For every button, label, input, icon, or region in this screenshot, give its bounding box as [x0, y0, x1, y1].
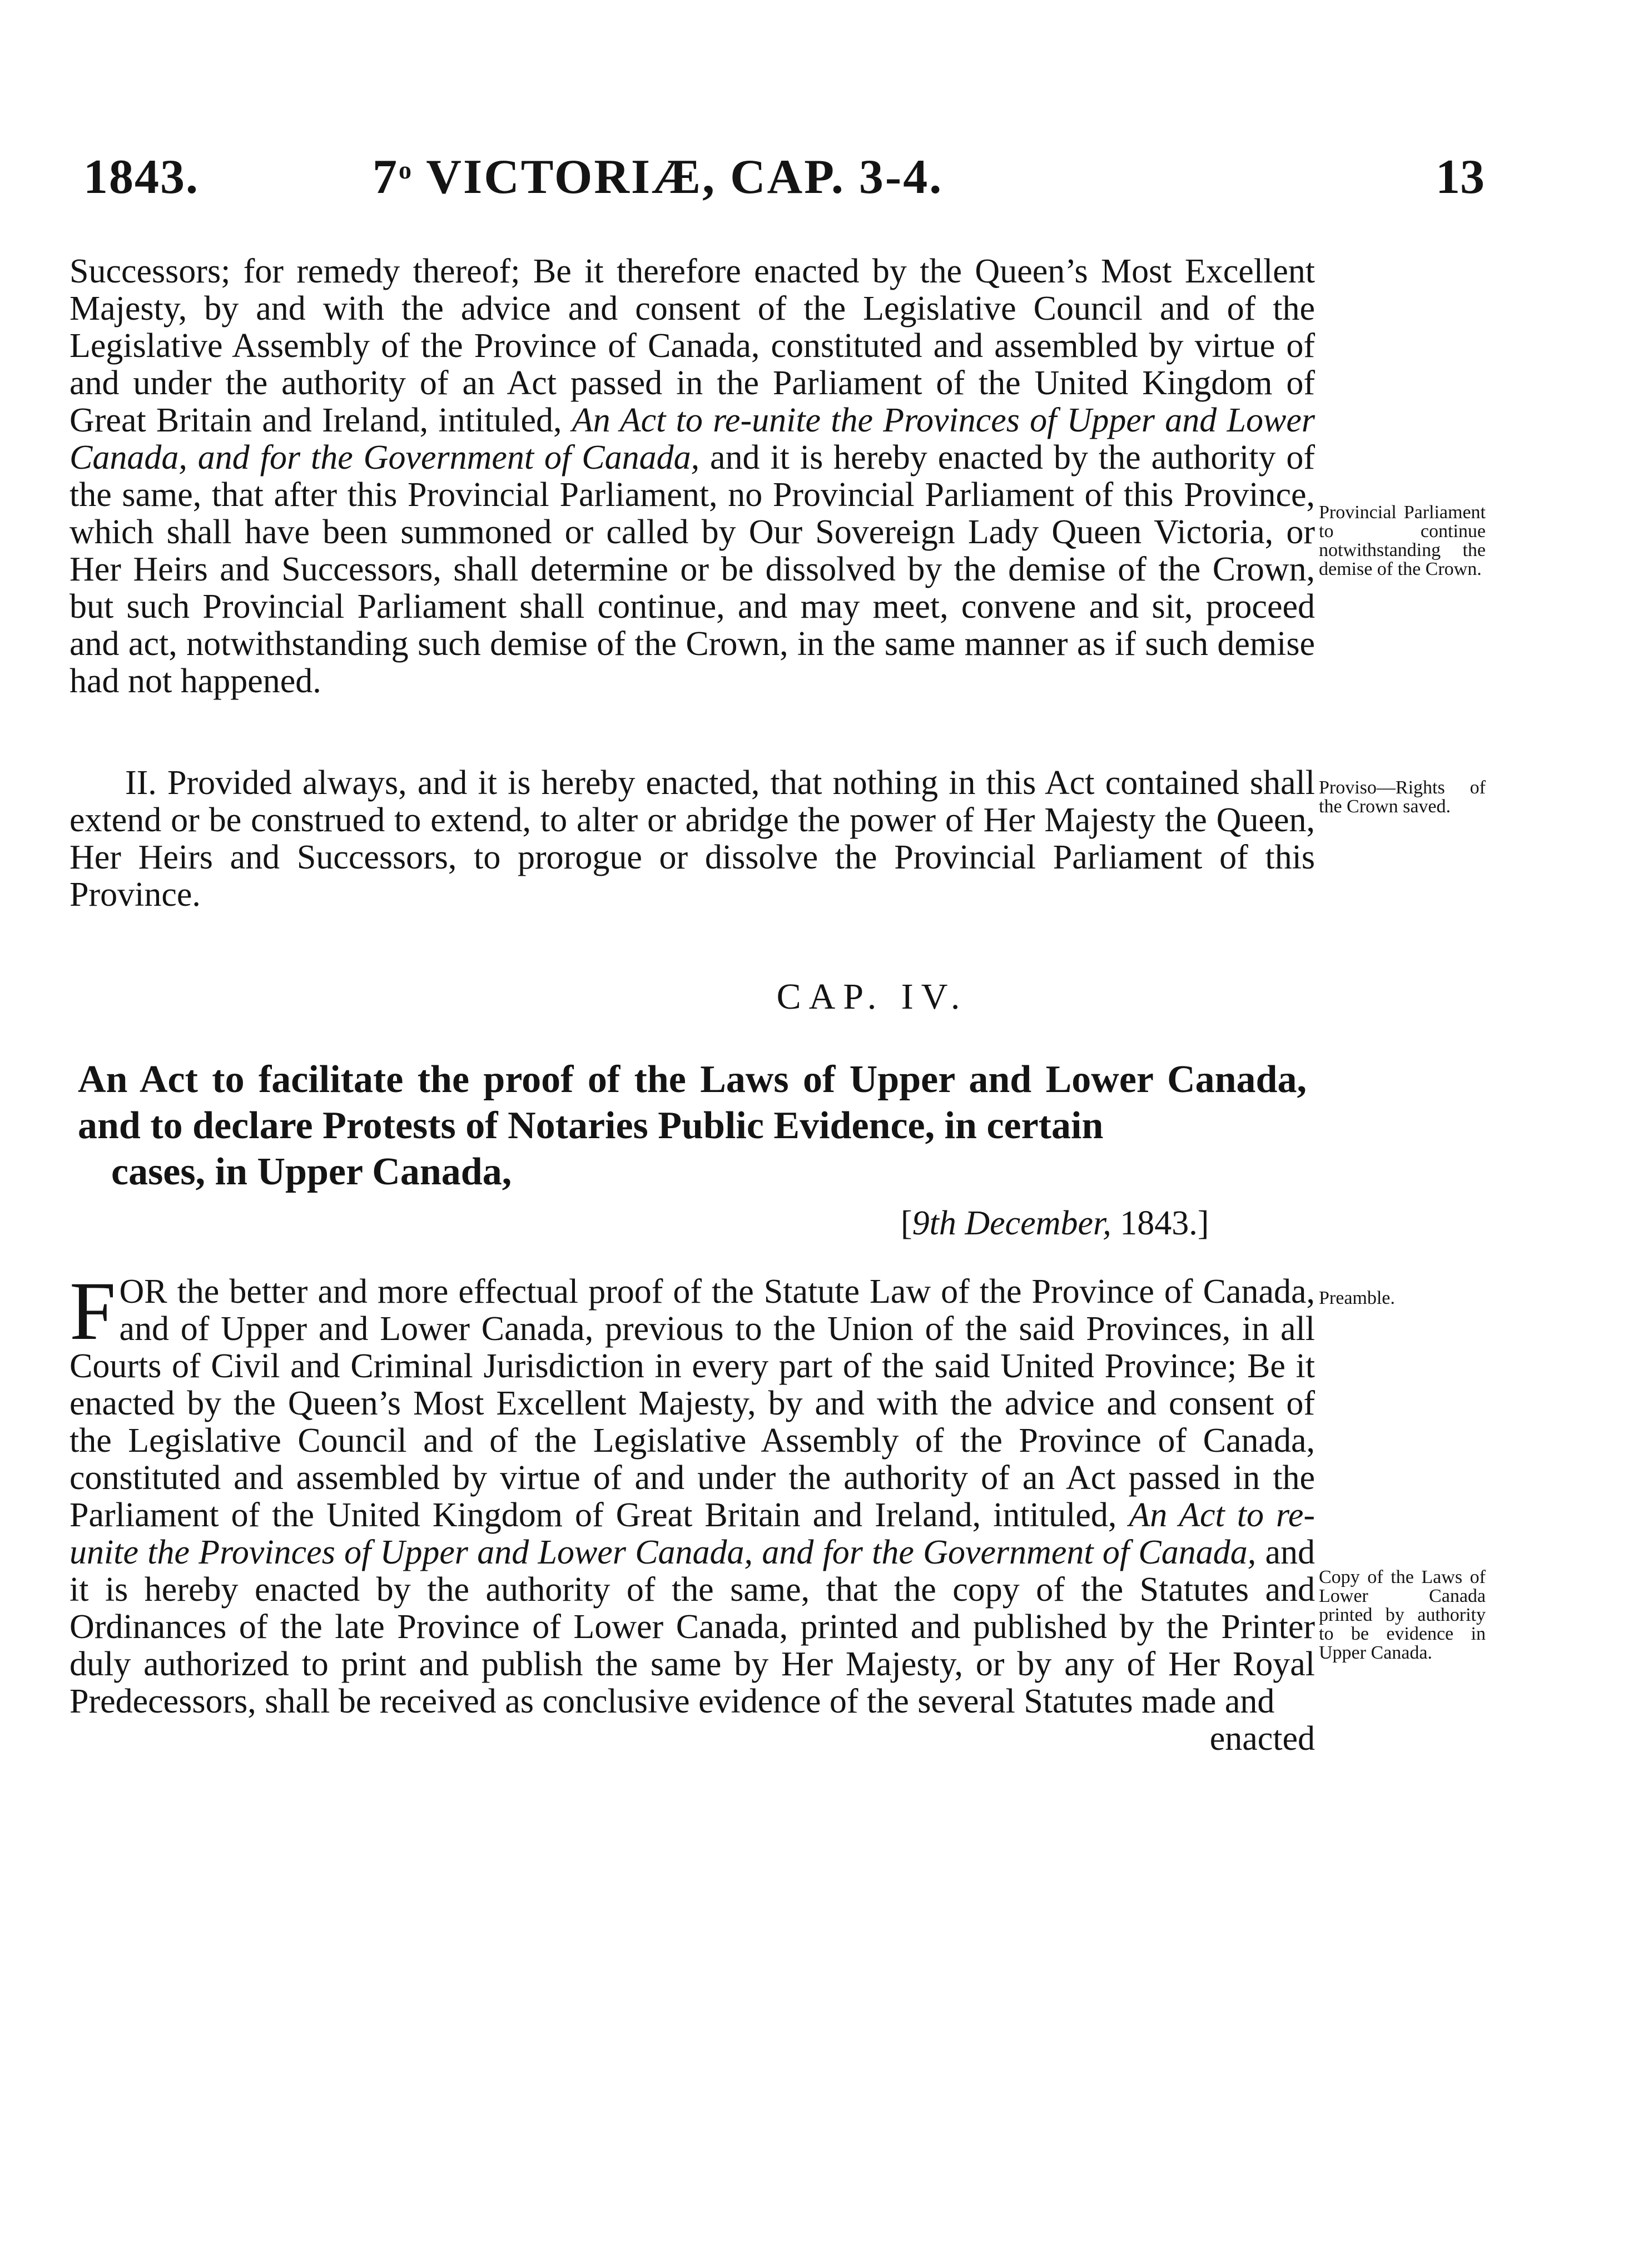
section-two-paragraph: II. Provided always, and it is hereby enacted, that nothing in this Act contained shall extend or be construed to extend, to alter or abridge the power of Her Majesty the Queen, Her Heirs and Successors, to prorogue or dissolve the Provincial Parliament of this Province.	[70, 764, 1315, 914]
margin-note-preamble: Preamble.	[1319, 1288, 1395, 1308]
section-one-act-title: An Act to re-unite the Provinces of Upper and Lower Canada, and for the Government of Canada,	[70, 401, 1315, 477]
section-two	[70, 765, 1315, 914]
section-one	[70, 253, 1315, 700]
preamble-section	[70, 1265, 1315, 1758]
header-regnal-year: 7	[373, 150, 399, 204]
section-one-text-end: and it is hereby enacted by the authority of the same, that after this Provincial Parliament, no Provincial Parliament of this Province, which shall have been summoned or called by Our Sovereign Lady Queen Victoria, or Her Heirs and Successors, shall determine or be dissolved by the demise of the Crown, but such Provincial Parliament shall continue, and may meet, convene and sit, proceed and act, notwithstanding such demise of the Crown, in the same manner as if such demise had not happened.	[70, 439, 1315, 700]
drop-capital: F	[70, 1265, 116, 1357]
page-number: 13	[1436, 150, 1485, 204]
header-chapter-title	[373, 149, 943, 205]
running-header	[83, 149, 1485, 210]
preamble-text-end: and it is hereby enacted by the authority of the same, that the copy of the Statutes and Ordinances of the late Province of Lower Canada, printed and published by the Printer duly authorized to print and publish the same by Her Majesty, or by any of Her Royal Predecessors, shall be received as conclusive evidence of the several Statutes made and	[70, 1533, 1315, 1720]
preamble-act-title: An Act to re-unite the Provinces of Upper and Lower Canada, and for the Government of Canada,	[70, 1496, 1315, 1571]
preamble-paragraph	[70, 1265, 1315, 1720]
margin-note-proviso: Proviso—Rights of the Crown saved.	[1319, 777, 1486, 817]
header-chapter-text: VICTORIÆ, CAP. 3-4.	[413, 150, 944, 204]
margin-note-copy-of-laws: Copy of the Laws of Lower Canada printed by authority to be evidence in Upper Canada.	[1319, 1567, 1486, 1663]
section-one-text-start: Successors; for remedy thereof; Be it therefore enacted by the Queen’s Most Excellent Majesty, by and with the advice and consent of the Legislative Council and of the Legislative Assembly of the Province of Canada, constituted and assembled by virtue of and under the authority of an Act passed in the Parliament of the United Kingdom of Great Britain and Ireland, intituled,	[70, 252, 1315, 439]
act-title-line-1: An Act to facilitate the proof of the Laws of Upper and Lower Canada, and to declare Protests of Notaries Public Evidence, in certain	[78, 1058, 1307, 1147]
header-year: 1843.	[83, 150, 199, 204]
catchword: enacted	[1209, 1720, 1315, 1758]
section-one-paragraph	[70, 253, 1315, 700]
act-date-year: 1843.]	[1111, 1204, 1209, 1242]
act-date-bracket: [	[901, 1204, 912, 1242]
chapter-heading: CAP. IV.	[776, 976, 968, 1017]
margin-note-provincial-parliament: Provincial Parliament to continue notwithstanding the demise of the Crown.	[1319, 502, 1486, 579]
header-degree-mark: o	[399, 156, 413, 184]
act-title	[78, 1056, 1307, 1195]
preamble-text-start: OR the better and more effectual proof of the Statute Law of the Province of Canada, and of Upper and Lower Canada, previous to the Union of the said Provinces, in all Courts of Civil and Criminal Jurisdiction in every part of the said United Province; Be it enacted by the Queen’s Most Excellent Majesty, by and with the advice and consent of the Legislative Council and of the Legislative Assembly of the Province of Canada, constituted and assembled by virtue of and under the authority of an Act passed in the Parliament of the United Kingdom of Great Britain and Ireland, intituled,	[70, 1273, 1315, 1534]
act-title-line-2: cases, in Upper Canada,	[111, 1150, 512, 1193]
act-date	[901, 1204, 1209, 1243]
act-date-day-month: 9th December,	[912, 1204, 1111, 1242]
